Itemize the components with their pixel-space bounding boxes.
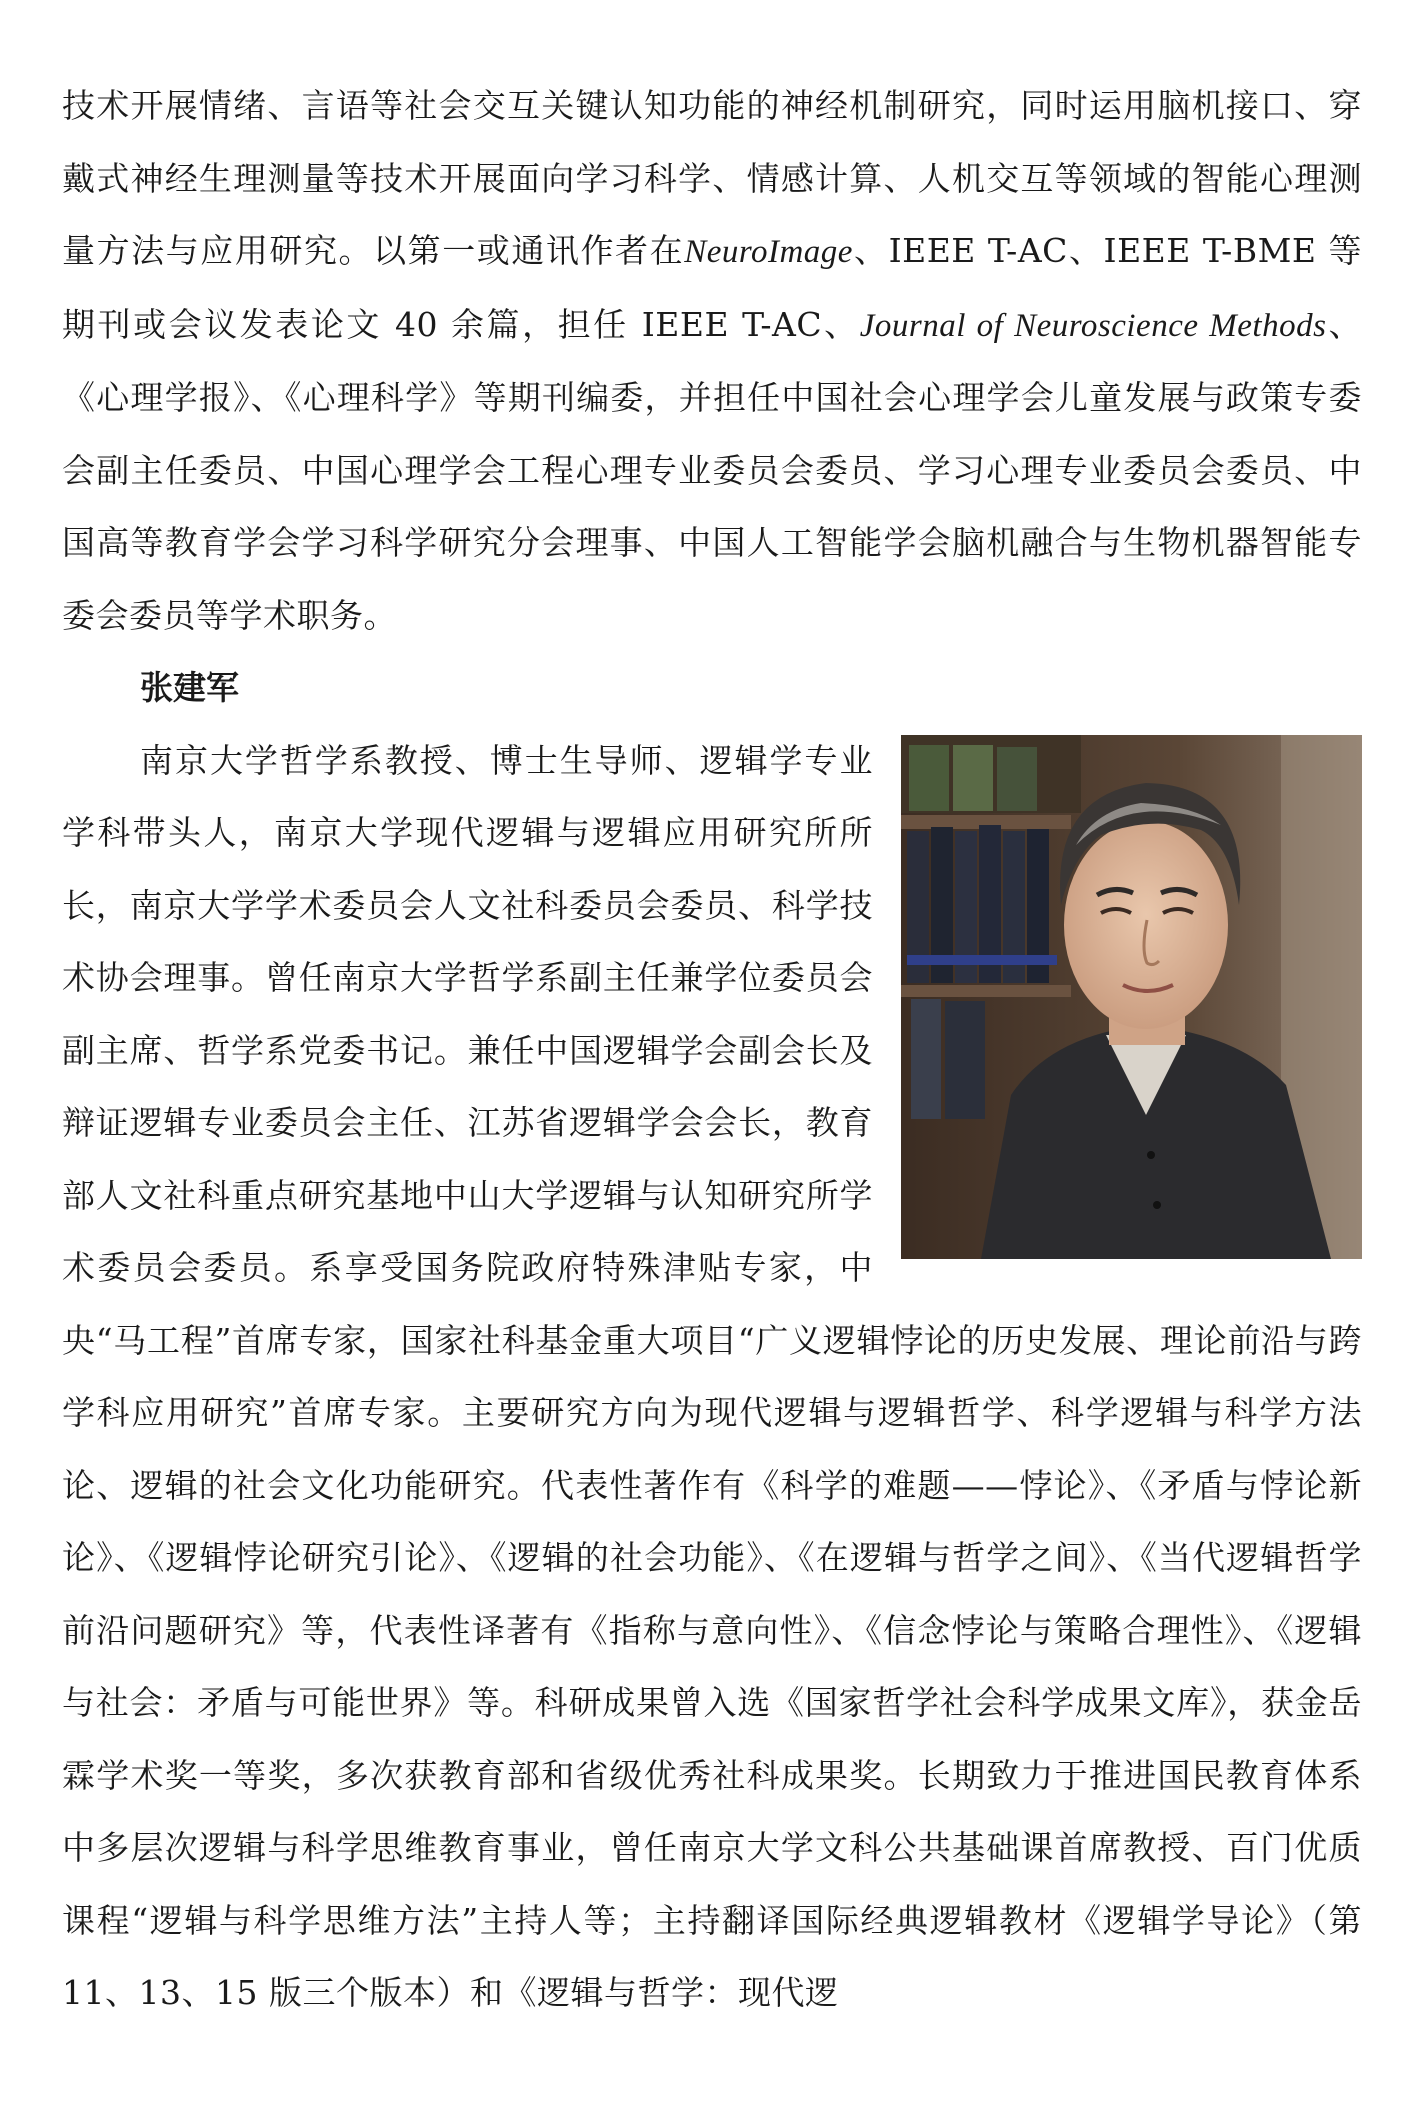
journal-neuroimage: NeuroImage xyxy=(684,234,853,270)
portrait-photo xyxy=(901,735,1362,1259)
intro-text-2: 、IEEE T-AC、IEEE T-BME 等期刊或会议发表论文 40 余篇，担任 IEEE T-AC、 xyxy=(62,231,1362,344)
intro-text-1: 技术开展情绪、言语等社会交互关键认知功能的神经机制研究，同时运用脑机接口、穿戴式神经生理测量等技术开展面向学习科学、情感计算、人机交互等领域的智能心理测量方法与应用研究。以第一或通讯作者在 xyxy=(62,86,1362,270)
person-bio: 南京大学哲学系教授、博士生导师、逻辑学专业学科带头人，南京大学现代逻辑与逻辑应用研究所所长，南京大学学术委员会人文社科委员会委员、科学技术协会理事。曾任南京大学哲学系副主任兼学位委员会副主席、哲学系党委书记。兼任中国逻辑学会副会长及辩证逻辑专业委员会主任、江苏省逻辑学会会长，教育部人文社科重点研究基地中山大学逻辑与认知研究所学术委员会委员。系享受国务院政府特殊津贴专家，中央“马工程”首席专家，国家社科基金重大项目“广义逻辑悖论的历史发展、理论前沿与跨学科应用研究”首席专家。主要研究方向为现代逻辑与逻辑哲学、科学逻辑与科学方法论、逻辑的社会文化功能研究。代表性著作有《科学的难题——悖论》、《矛盾与悖论新论》、《逻辑悖论研究引论》、《逻辑的社会功能》、《在逻辑与哲学之间》、《当代逻辑哲学前沿问题研究》等，代表性译著有《指称与意向性》、《信念悖论与策略合理性》、《逻辑与社会：矛盾与可能世界》等。科研成果曾入选《国家哲学社会科学成果文库》，获金岳霖学术奖一等奖，多次获教育部和省级优秀社科成果奖。长期致力于推进国民教育体系中多层次逻辑与科学思维教育事业，曾任南京大学文科公共基础课首席教授、百门优质课程“逻辑与科学思维方法”主持人等；主持翻译国际经典逻辑教材《逻辑学导论》（第 11、13、15 版三个版本）和《逻辑与哲学：现代逻 xyxy=(62,740,1362,2012)
document-page xyxy=(62,70,1362,2030)
journal-neuroscience-methods: Journal of Neuroscience Methods xyxy=(859,307,1327,344)
person-name-heading: 张建军 xyxy=(140,668,239,707)
intro-paragraph xyxy=(62,70,1362,652)
intro-text-3: 、《心理学报》、《心理科学》等期刊编委，并担任中国社会心理学会儿童发展与政策专委会副主任委员、中国心理学会工程心理专业委员会委员、学习心理专业委员会委员、中国高等教育学会学习科学研究分会理事、中国人工智能学会脑机融合与生物机器智能专委会委员等学术职务。 xyxy=(62,304,1363,635)
